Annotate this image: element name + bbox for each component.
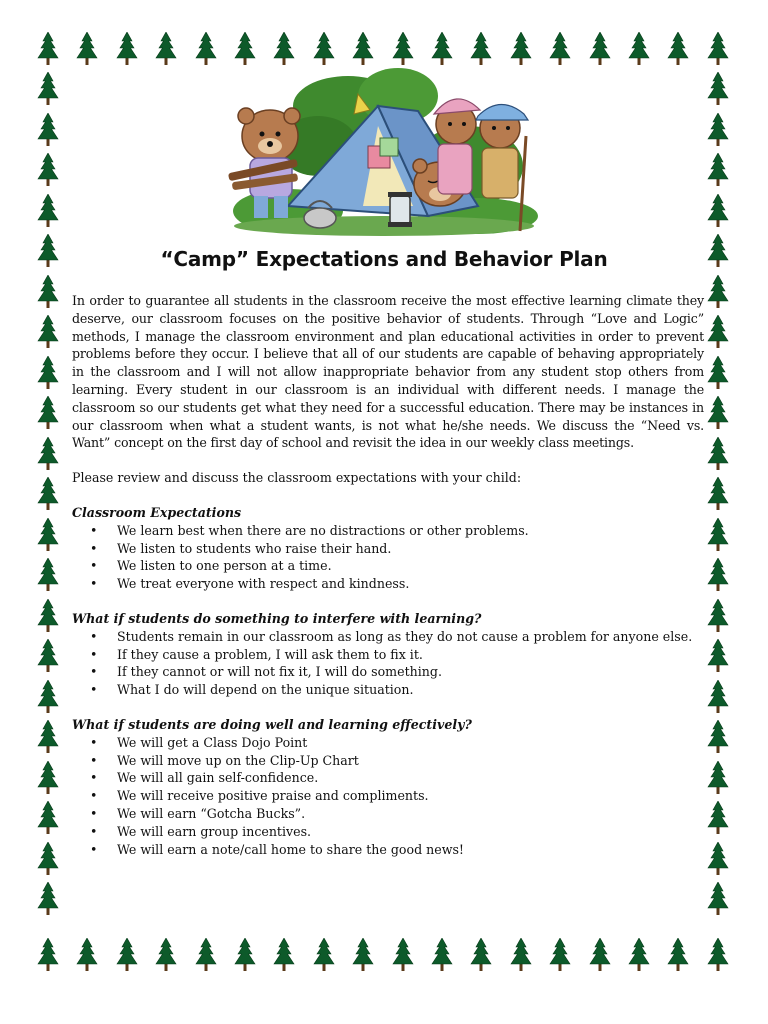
pine-tree-icon (195, 32, 217, 66)
list-item: • What I do will depend on the unique situation. (72, 681, 704, 699)
pine-tree-icon (707, 437, 729, 471)
pine-tree-icon (431, 938, 453, 972)
list-item: • We will all gain self-confidence. (72, 769, 704, 787)
pine-tree-icon (37, 882, 59, 916)
pine-tree-icon (37, 761, 59, 795)
pine-tree-icon (37, 315, 59, 349)
pine-tree-icon (707, 477, 729, 511)
list-item: • We listen to one person at a time. (72, 557, 704, 575)
pine-tree-icon (195, 938, 217, 972)
pine-tree-icon (37, 437, 59, 471)
intro-paragraph: In order to guarantee all students in the classroom receive the most effective learning climate they deserve, our classroom focuses on the positive behavior of students. Through “Love and Logic” methods, I manage the classroom environment and plan educational activities in order to prevent problems before they occur. I believe that all of our students are capable of behaving appropriately in the classroom and I will not allow inappropriate behavior from any student stop others from learning. Every student in our classroom is an individual with different needs. I manage the classroom so our students get what they need for a successful education. There may be instances in our classroom when what a student wants, is not what he/she needs. We discuss the “Need vs. Want” concept on the first day of school and revisit the idea in our weekly class meetings. (72, 293, 704, 451)
list-item: • We will receive positive praise and compliments. (72, 787, 704, 805)
pine-tree-icon (155, 938, 177, 972)
rewards-list (72, 734, 704, 859)
pine-tree-icon (273, 32, 295, 66)
pine-tree-icon (707, 153, 729, 187)
pine-tree-icon (116, 938, 138, 972)
pine-tree-icon (392, 938, 414, 972)
pine-tree-icon (392, 32, 414, 66)
interference-list (72, 628, 704, 699)
pine-tree-icon (37, 477, 59, 511)
pine-tree-icon (667, 938, 689, 972)
pine-tree-icon (313, 32, 335, 66)
pine-tree-icon (707, 396, 729, 430)
pine-tree-icon (707, 275, 729, 309)
pine-tree-icon (37, 396, 59, 430)
pine-tree-icon (37, 558, 59, 592)
pine-tree-icon (549, 938, 571, 972)
list-item: • We will earn group incentives. (72, 823, 704, 841)
pine-tree-icon (431, 32, 453, 66)
pine-tree-icon (707, 234, 729, 268)
pine-tree-icon (510, 938, 532, 972)
review-prompt: Please review and discuss the classroom expectations with your child: (72, 470, 522, 486)
pine-tree-icon (37, 938, 59, 972)
pine-tree-icon (37, 234, 59, 268)
pine-tree-icon (234, 32, 256, 66)
list-item: • If they cause a problem, I will ask them to fix it. (72, 646, 704, 664)
pine-tree-icon (628, 938, 650, 972)
pine-tree-icon (628, 32, 650, 66)
list-item: • Students remain in our classroom as long as they do not cause a problem for anyone else. (72, 628, 704, 646)
pine-tree-icon (707, 801, 729, 835)
list-item: • If they cannot or will not fix it, I will do something. (72, 663, 704, 681)
camping-bears-illustration (228, 66, 540, 238)
pine-tree-icon (549, 32, 571, 66)
pine-tree-icon (707, 680, 729, 714)
pine-tree-icon (707, 761, 729, 795)
pine-tree-icon (707, 599, 729, 633)
pine-tree-icon (37, 32, 59, 66)
pine-tree-icon (76, 938, 98, 972)
section-heading-expectations: Classroom Expectations (72, 504, 242, 520)
pine-tree-icon (273, 938, 295, 972)
pine-tree-icon (707, 113, 729, 147)
pine-tree-icon (37, 194, 59, 228)
document-body (72, 292, 704, 858)
pine-tree-icon (707, 32, 729, 66)
pine-tree-icon (313, 938, 335, 972)
pine-tree-icon (76, 32, 98, 66)
pine-tree-icon (37, 356, 59, 390)
pine-tree-icon (707, 842, 729, 876)
pine-tree-icon (707, 194, 729, 228)
section-heading-interference: What if students do something to interfere with learning? (72, 610, 482, 626)
pine-tree-icon (707, 315, 729, 349)
expectations-list (72, 522, 704, 593)
pine-tree-icon (155, 32, 177, 66)
pine-tree-icon (707, 72, 729, 106)
pine-tree-icon (352, 938, 374, 972)
pine-tree-icon (667, 32, 689, 66)
pine-tree-icon (589, 32, 611, 66)
pine-tree-icon (510, 32, 532, 66)
pine-tree-icon (707, 558, 729, 592)
pine-tree-icon (707, 518, 729, 552)
list-item: • We will earn a note/call home to share the good news! (72, 841, 704, 859)
pine-tree-icon (707, 938, 729, 972)
pine-tree-icon (707, 720, 729, 754)
pine-tree-icon (37, 153, 59, 187)
pine-tree-icon (37, 275, 59, 309)
list-item: • We will earn “Gotcha Bucks”. (72, 805, 704, 823)
list-item: • We will get a Class Dojo Point (72, 734, 704, 752)
list-item: • We treat everyone with respect and kindness. (72, 575, 704, 593)
pine-tree-icon (589, 938, 611, 972)
pine-tree-icon (470, 32, 492, 66)
list-item: • We learn best when there are no distractions or other problems. (72, 522, 704, 540)
pine-tree-icon (37, 720, 59, 754)
list-item: • We will move up on the Clip-Up Chart (72, 752, 704, 770)
pine-tree-icon (37, 72, 59, 106)
pine-tree-icon (37, 842, 59, 876)
pine-tree-icon (37, 518, 59, 552)
pine-tree-icon (234, 938, 256, 972)
pine-tree-icon (37, 599, 59, 633)
pine-tree-icon (707, 356, 729, 390)
section-heading-rewards: What if students are doing well and learning effectively? (72, 716, 472, 732)
list-item: • We listen to students who raise their hand. (72, 540, 704, 558)
pine-tree-icon (352, 32, 374, 66)
pine-tree-icon (707, 882, 729, 916)
page-title: “Camp” Expectations and Behavior Plan (160, 247, 608, 271)
pine-tree-icon (470, 938, 492, 972)
pine-tree-icon (707, 639, 729, 673)
pine-tree-icon (37, 680, 59, 714)
pine-tree-icon (37, 801, 59, 835)
pine-tree-icon (37, 113, 59, 147)
pine-tree-icon (37, 639, 59, 673)
pine-tree-icon (116, 32, 138, 66)
